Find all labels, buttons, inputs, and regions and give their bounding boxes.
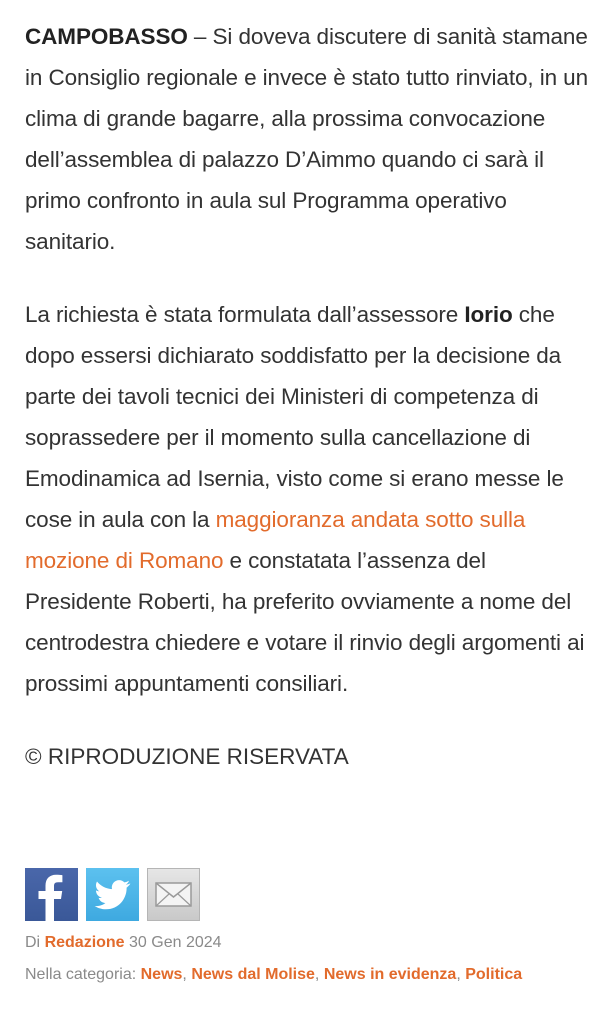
dateline: CAMPOBASSO bbox=[25, 24, 188, 49]
category-link[interactable]: News in evidenza bbox=[323, 966, 457, 983]
twitter-icon bbox=[86, 868, 139, 921]
category-link[interactable]: Politica bbox=[465, 966, 523, 983]
email-share-button[interactable] bbox=[147, 868, 200, 921]
article-body bbox=[25, 16, 597, 777]
publish-date: 30 Gen 2024 bbox=[129, 934, 222, 951]
paragraph-text: che dopo essersi dichiarato soddisfatto per la decisione da parte dei tavoli tecnici dei Ministeri di competenza di soprassedere per il momento sulla cancellazione di Emodinamica ad Isernia, visto come si erano messe le cose in aula con la bbox=[25, 302, 564, 532]
category-label: Nella categoria: bbox=[25, 966, 137, 983]
article-byline bbox=[25, 934, 222, 952]
byline-label: Di bbox=[25, 934, 41, 951]
person-name: Iorio bbox=[464, 302, 513, 327]
paragraph-text: La richiesta è stata formulata dall’assessore bbox=[25, 302, 465, 327]
facebook-icon bbox=[25, 868, 78, 921]
category-link[interactable]: News bbox=[140, 966, 183, 983]
envelope-icon bbox=[148, 869, 199, 920]
article-categories: Nella categoria: News, News dal Molise, News in evidenza, Politica bbox=[25, 966, 523, 983]
facebook-share-button[interactable] bbox=[25, 868, 78, 921]
article-paragraph-1 bbox=[25, 16, 597, 262]
author-link[interactable]: Redazione bbox=[44, 934, 125, 951]
twitter-share-button[interactable] bbox=[86, 868, 139, 921]
paragraph-text: – Si doveva discutere di sanità stamane in Consiglio regionale e invece è stato tutto rinviato, in un clima di grande bagarre, alla prossima convocazione dell’assemblea di palazzo D’Aimmo quando ci sarà il primo confronto in aula sul Programma operativo sanitario. bbox=[25, 24, 588, 254]
share-buttons bbox=[25, 868, 200, 921]
paragraph-text: e constatata l’assenza del Presidente Roberti, ha preferito ovviamente a nome del centrodestra chiedere e votare il rinvio degli argomenti ai prossimi appuntamenti consiliari. bbox=[25, 548, 585, 696]
related-article-link[interactable]: maggioranza andata sotto sulla mozione di Romano bbox=[25, 507, 526, 573]
category-link[interactable]: News dal Molise bbox=[191, 966, 315, 983]
copyright-notice: © RIPRODUZIONE RISERVATA bbox=[25, 744, 349, 769]
article-paragraph-2 bbox=[25, 294, 597, 704]
